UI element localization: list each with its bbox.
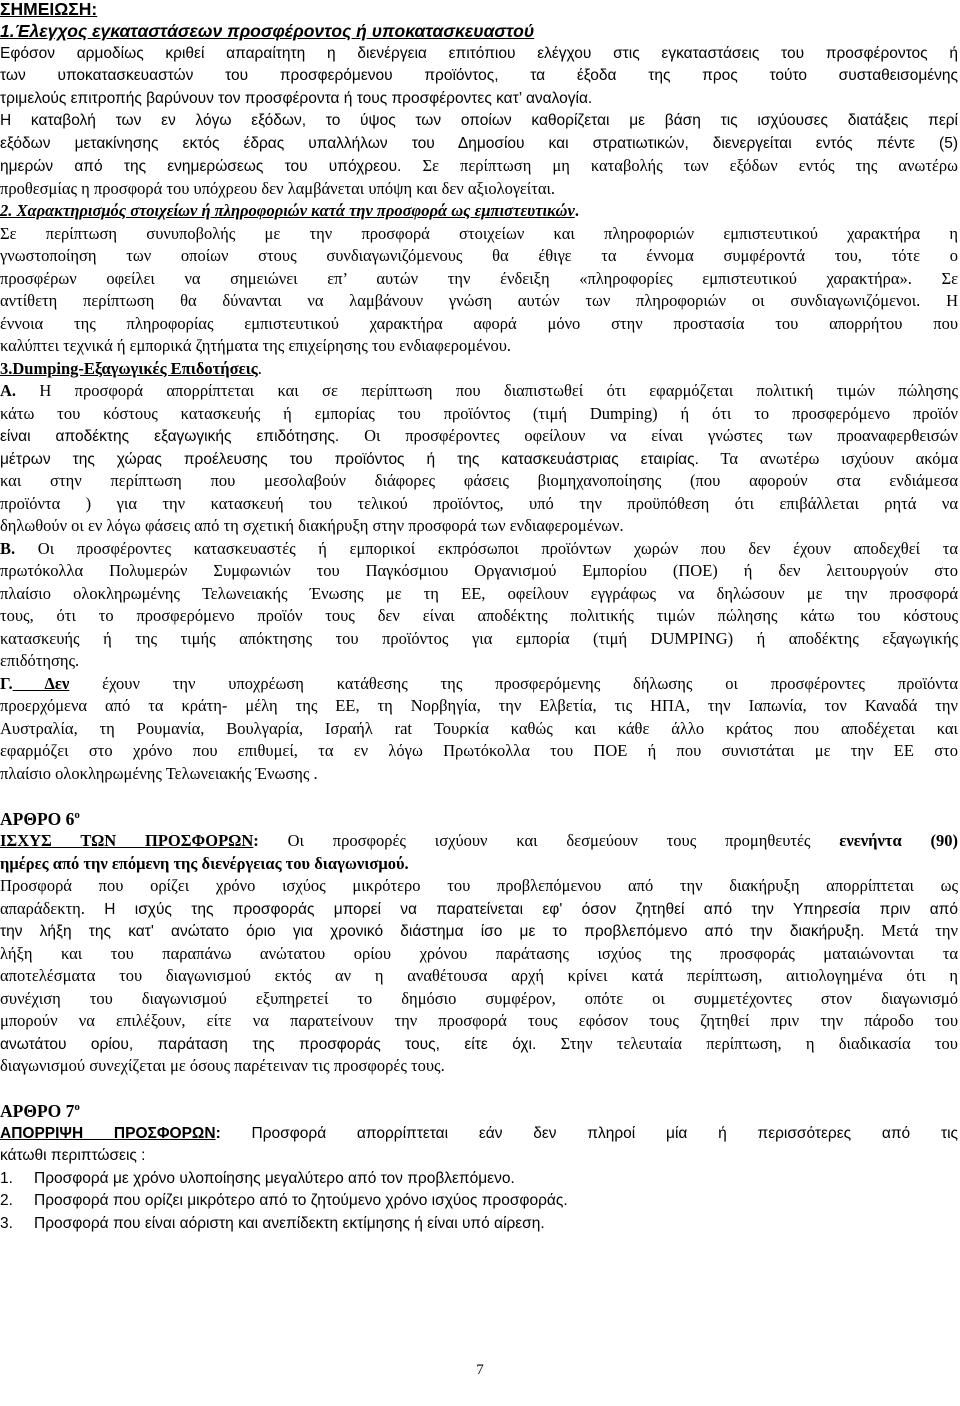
paragraph-line: κατασκευής ή της τιμής απόκτησης του προϊόντος για εμπορία (τιμή DUMPING) ή αποδέκτης εξαγωγικής [0, 629, 958, 648]
paragraph-line: λήξη και του παραπάνω ανώτατου ορίου χρόνου παράτασης ισχύος της προσφοράς ματαιώνονται τα [0, 944, 958, 963]
paragraph-line: κάτω του κόστους κατασκευής ή εμπορίας του προϊόντος (τιμή Dumping) ή ότι το προσφερόμενο προϊόν [0, 404, 958, 423]
paragraph-line: προερχόμενα από τα κράτη- μέλη της ΕΕ, τη Νορβηγία, την Ελβετία, τις ΗΠΑ, την Ιαπωνία, τον Καναδά την [0, 696, 958, 715]
section-2-heading: 2. Χαρακτηρισμός στοιχείων ή πληροφοριών κατά την προσφορά ως εμπιστευτικών. [0, 201, 579, 220]
article-7-title: ΑΡΘΡΟ $7^o$ [0, 1101, 80, 1121]
note-heading: ΣΗΜΕΙΩΣΗ: [0, 0, 98, 19]
paragraph-line: Σε περίπτωση συνυποβολής με την προσφορά στοιχείων και πληροφοριών εμπιστευτικού χαρακτήρα η [0, 224, 958, 243]
paragraph-line: ημέρες από την επόμενη της διενέργειας του διαγωνισμού. [0, 854, 409, 873]
paragraph-line: έννοια της πληροφορίας εμπιστευτικού χαρακτήρα αφορά μόνο στην προστασία του απορρήτου που [0, 314, 958, 333]
paragraph-line: Β. Οι προσφέροντες κατασκευαστές ή εμπορικοί εκπρόσωποι προϊόντων χωρών που δεν έχουν αποδεχθεί τα [0, 539, 958, 558]
article-6-title: ΑΡΘΡΟ $6^o$ [0, 809, 80, 829]
paragraph-line: καλύπτει τεχνικά ή εμπορικά ζητήματα της επιχείρησης του ενδιαφερομένου. [0, 336, 512, 355]
list-item: 2. Προσφορά που ορίζει μικρότερο από το ζητούμενο χρόνο ισχύος προσφοράς. [0, 1192, 568, 1209]
paragraph-line: εφαρμόζει στο χρόνο που επιθυμεί, τα εν λόγω Πρωτόκολλα του ΠΟΕ ή που συνιστάται με την ΕΕ στο [0, 741, 958, 760]
article-7-label: ΑΠΟΡΡΙΨΗ ΠΡΟΣΦΟΡΩΝ [0, 1125, 216, 1142]
paragraph-line: Προσφορά που ορίζει χρόνο ισχύος μικρότερο του προβλεπόμενου από την διακήρυξη απορρίπτεται ως [0, 876, 958, 895]
paragraph-line: συνέχιση του διαγωνισμού εξυπηρετεί το δημόσιο συμφέρον, οπότε οι συμμετέχοντες στον διαγωνισμό [0, 989, 958, 1008]
paragraph-line: ανωτάτου ορίου, παράταση της προσφοράς τους, είτε όχι. Στην τελευταία περίπτωση, η διαδικασία του [0, 1034, 958, 1053]
paragraph-line: προσφέρων οφείλει να σημειώνει επ’ αυτών την ένδειξη «πληροφορίες εμπιστευτικού χαρακτήρα». Σε [0, 269, 958, 288]
section-3-heading: 3.Dumping-Εξαγωγικές Επιδοτήσεις. [0, 359, 262, 378]
section-1-heading: 1.Έλεγχος εγκαταστάσεων προσφέροντος ή υποκατασκευαστού [0, 21, 535, 41]
paragraph-line: γνωστοποίηση των οποίων στους συνδιαγωνιζόμενους θα έθιγε τα έννομα συμφέροντά του, τότε ο [0, 246, 958, 265]
list-item: 3. Προσφορά που είναι αόριστη και ανεπίδεκτη εκτίμησης ή είναι υπό αίρεση. [0, 1215, 545, 1232]
paragraph-line: είναι αποδέκτης εξαγωγικής επιδότησης. Οι προσφέροντες οφείλουν να είναι γνώστες των προαναφερθεισών [0, 426, 958, 445]
paragraph-line: αντίθετη περίπτωση θα δύνανται να λαμβάνουν γνώση αυτών των πληροφοριών οι συνδιαγωνιζόμενοι. Η [0, 291, 958, 310]
paragraph-line: τριμελούς επιτροπής βαρύνουν τον προσφέροντα ή τους προσφέροντες κατ’ αναλογία. [0, 90, 593, 107]
paragraph-line: προθεσμίας η προσφορά του υπόχρεου δεν λαμβάνεται υπόψη και δεν αξιολογείται. [0, 179, 556, 198]
item-label-b: Β. [0, 539, 16, 558]
paragraph-line: των υποκατασκευαστών του προσφερόμενου προϊόντος, τα έξοδα της προς τούτο συσταθεισομένης [0, 67, 958, 84]
paragraph-line: αποτελέσματα του διαγωνισμού εκτός αν η αναθέτουσα αρχή κρίνει κατά περίπτωση, αιτιολογημένα ότι η [0, 966, 958, 985]
paragraph-line: κάτωθι περιπτώσεις : [0, 1147, 146, 1164]
paragraph-line: μέτρων της χώρας προέλευσης του προϊόντος ή της κατασκευάστριας εταιρίας. Τα ανωτέρω ισχύουν ακόμα [0, 449, 958, 468]
paragraph-line: τους, ότι το προσφερόμενο προϊόν τους δεν είναι αποδέκτης πολιτικής τιμών πώλησης κάτω του κόστους [0, 606, 958, 625]
paragraph-line: Γ. Δεν έχουν την υποχρέωση κατάθεσης της προσφερόμενης δήλωσης οι προσφέροντες προϊόντα [0, 674, 958, 693]
item-label-c: Γ. [0, 674, 13, 693]
paragraph-line: μπορούν να επιλέξουν, είτε να παρατείνουν την προσφορά τους εφόσον τους ζητηθεί πριν την πάροδο του [0, 1011, 958, 1030]
paragraph-line: ημερών από της ενημερώσεως του υπόχρεου. Σε περίπτωση μη καταβολής των εξόδων εντός της ανωτέρω [0, 156, 958, 175]
paragraph-line: και στην περίπτωση που μεσολαβούν διάφορες φάσεις βιομηχανοποίησης (που αφορούν στα ενδιάμεσα [0, 471, 958, 490]
list-item: 1. Προσφορά με χρόνο υλοποίησης μεγαλύτερο από τον προβλεπόμενο. [0, 1170, 515, 1187]
paragraph-line: Εφόσον αρμοδίως κριθεί απαραίτητη η διενέργεια επιτόπιου ελέγχου στις εγκαταστάσεις του προσφέροντος ή [0, 45, 958, 62]
paragraph-line: επιδότησης. [0, 651, 80, 670]
paragraph-line: την λήξη της κατ' ανώτατο όριο για χρονικό διάστημα ίσο με το προβλεπόμενο από την διακήρυξη. Μετά την [0, 921, 958, 940]
paragraph-line: πλαίσιο ολοκληρωμένης Τελωνειακής Ένωσης . [0, 764, 318, 783]
paragraph-line: Η καταβολή των εν λόγω εξόδων, το ύψος των οποίων καθορίζεται με βάση τις ισχύουσες διατάξεις περί [0, 112, 958, 129]
paragraph-line: προϊόντα ) για την κατασκευή του τελικού προϊόντος, υπό την προϋπόθεση ότι επιβάλλεται ρητά να [0, 494, 958, 513]
paragraph-line: ΑΠΟΡΡΙΨΗ ΠΡΟΣΦΟΡΩΝ: Προσφορά απορρίπτεται εάν δεν πληροί μία ή περισσότερες από τις [0, 1125, 958, 1142]
paragraph-line: Αυστραλία, τη Ρουμανία, Βουλγαρία, Ισραήλ rat Τουρκία καθώς και κάθε άλλο κράτος που αποδέχεται και [0, 719, 958, 738]
paragraph-line: πρωτόκολλα Πολυμερών Συμφωνιών του Παγκόσμιου Οργανισμού Εμπορίου (ΠΟΕ) ή δεν λειτουργούν στο [0, 561, 958, 580]
paragraph-line: εξόδων μετακίνησης εκτός έδρας υπαλλήλων του Δημοσίου και στρατιωτικών, διενεργείται εντός πέντε (5) [0, 135, 958, 152]
paragraph-line: διαγωνισμού συνεχίζεται με όσους παρέτειναν τις προσφορές τους. [0, 1056, 445, 1075]
paragraph-line: Α. Η προσφορά απορρίπτεται και σε περίπτωση που διαπιστωθεί ότι εφαρμόζεται πολιτική τιμών πώλησης [0, 381, 958, 400]
paragraph-line: απαράδεκτη. Η ισχύς της προσφοράς μπορεί να παρατείνεται εφ' όσον ζητηθεί από την Υπηρεσία πριν από [0, 899, 958, 918]
item-label-a: Α. [0, 381, 17, 400]
paragraph-line: πλαίσιο ολοκληρωμένης Τελωνειακής Ένωσης με τη ΕΕ, οφείλουν εγγράφως να δηλώσουν με την προσφορά [0, 584, 958, 603]
article-6-label: ΙΣΧΥΣ ΤΩΝ ΠΡΟΣΦΟΡΩΝ [0, 831, 254, 850]
paragraph-line: ΙΣΧΥΣ ΤΩΝ ΠΡΟΣΦΟΡΩΝ: Οι προσφορές ισχύουν και δεσμεύουν τους προμηθευτές ενενήντα (90) [0, 831, 958, 850]
paragraph-line: δηλωθούν οι εν λόγω φάσεις από τη σχετική διακήρυξη στην προσφορά των ενδιαφερομένων. [0, 516, 624, 535]
page-number: 7 [476, 1362, 484, 1378]
